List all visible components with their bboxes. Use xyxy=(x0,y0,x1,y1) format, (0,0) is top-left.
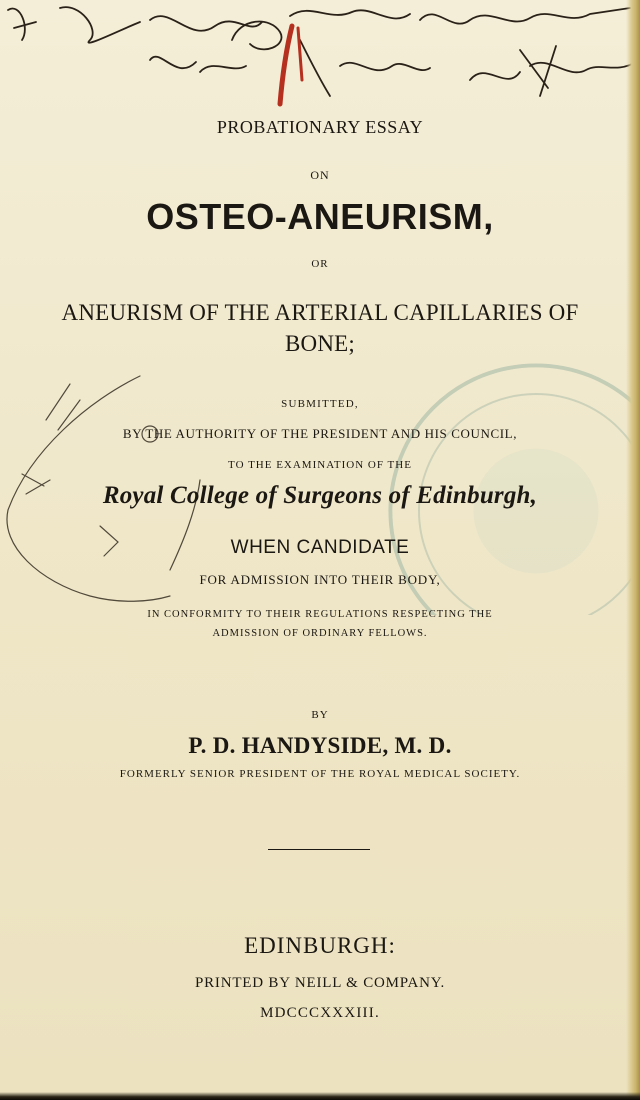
on-label: ON xyxy=(310,168,330,182)
admission-line: FOR ADMISSION INTO THEIR BODY, xyxy=(199,572,441,587)
author-name: P. D. HANDYSIDE, M. D. xyxy=(188,733,452,758)
page-edge xyxy=(626,0,640,1100)
or-label: OR xyxy=(311,258,329,270)
author-credential: FORMERLY SENIOR PRESIDENT OF THE ROYAL MEDICAL SOCIETY. xyxy=(119,768,521,780)
imprint-printer: PRINTED BY NEILL & COMPANY. xyxy=(194,975,446,991)
essay-kind: PROBATIONARY ESSAY xyxy=(216,117,424,137)
main-title: OSTEO-ANEURISM, xyxy=(146,196,494,237)
by-label: BY xyxy=(311,709,329,721)
divider-rule xyxy=(268,849,370,850)
authority-line: BY THE AUTHORITY OF THE PRESIDENT AND HIS COUNCIL, xyxy=(122,426,518,441)
submitted-label: SUBMITTED, xyxy=(281,398,359,410)
candidate-line: WHEN CANDIDATE xyxy=(230,537,410,558)
conformity-line: IN CONFORMITY TO THEIR REGULATIONS RESPECTING THE xyxy=(147,609,493,620)
examination-line: TO THE EXAMINATION OF THE xyxy=(228,459,412,471)
subtitle: ANEURISM OF THE ARTERIAL CAPILLARIES OF BONE; xyxy=(61,300,579,356)
imprint-year: MDCCCXXXIII. xyxy=(260,1005,380,1021)
handwritten-scribble xyxy=(0,0,640,120)
page-bottom-edge xyxy=(0,1092,640,1100)
imprint-city: EDINBURGH: xyxy=(244,933,396,958)
college-name: Royal College of Surgeons of Edinburgh, xyxy=(102,482,538,509)
ordinary-fellows-line: ADMISSION OF ORDINARY FELLOWS. xyxy=(212,628,428,639)
